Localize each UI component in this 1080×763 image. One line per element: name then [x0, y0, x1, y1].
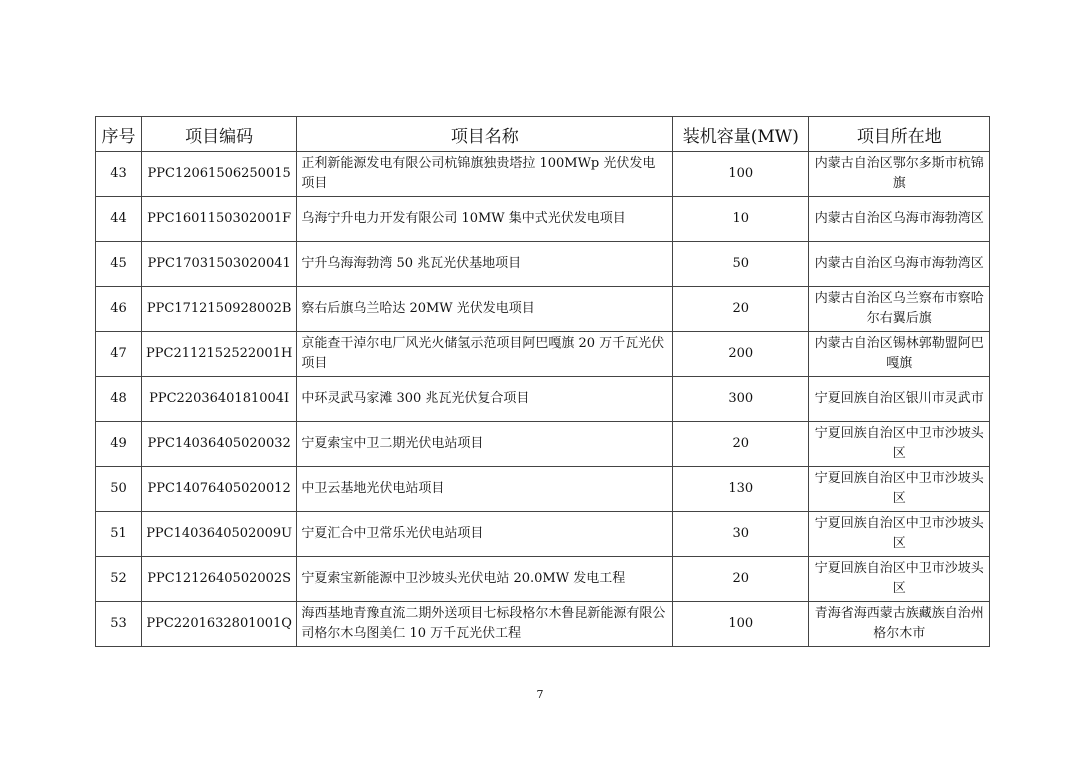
cell-project-code: PPC12061506250015	[142, 152, 297, 197]
header-capacity: 装机容量(MW)	[673, 117, 809, 152]
table-row	[96, 377, 990, 422]
cell-capacity: 20	[673, 422, 809, 467]
cell-index: 52	[96, 557, 142, 602]
project-table-container	[95, 116, 990, 647]
cell-project-code: PPC2112152522001H	[142, 332, 297, 377]
cell-capacity: 130	[673, 467, 809, 512]
cell-index: 48	[96, 377, 142, 422]
cell-capacity: 10	[673, 197, 809, 242]
cell-project-name: 正利新能源发电有限公司杭锦旗独贵塔拉 100MWp 光伏发电项目	[297, 152, 673, 197]
table-row	[96, 557, 990, 602]
cell-location: 内蒙古自治区鄂尔多斯市杭锦旗	[809, 152, 990, 197]
cell-capacity: 20	[673, 557, 809, 602]
cell-project-name: 宁夏汇合中卫常乐光伏电站项目	[297, 512, 673, 557]
cell-location: 内蒙古自治区锡林郭勒盟阿巴嘎旗	[809, 332, 990, 377]
cell-capacity: 50	[673, 242, 809, 287]
cell-capacity: 100	[673, 152, 809, 197]
header-project-name: 项目名称	[297, 117, 673, 152]
cell-index: 53	[96, 602, 142, 647]
cell-project-code: PPC1403640502009U	[142, 512, 297, 557]
cell-project-code: PPC1601150302001F	[142, 197, 297, 242]
cell-project-name: 中环灵武马家滩 300 兆瓦光伏复合项目	[297, 377, 673, 422]
cell-capacity: 100	[673, 602, 809, 647]
table-row	[96, 332, 990, 377]
cell-project-name: 察右后旗乌兰哈达 20MW 光伏发电项目	[297, 287, 673, 332]
table-row	[96, 467, 990, 512]
cell-project-code: PPC17031503020041	[142, 242, 297, 287]
cell-location: 宁夏回族自治区中卫市沙坡头区	[809, 512, 990, 557]
cell-capacity: 200	[673, 332, 809, 377]
cell-capacity: 30	[673, 512, 809, 557]
cell-project-name: 中卫云基地光伏电站项目	[297, 467, 673, 512]
cell-index: 44	[96, 197, 142, 242]
cell-index: 45	[96, 242, 142, 287]
cell-location: 宁夏回族自治区银川市灵武市	[809, 377, 990, 422]
cell-capacity: 300	[673, 377, 809, 422]
project-table	[95, 116, 990, 647]
cell-location: 内蒙古自治区乌海市海勃湾区	[809, 197, 990, 242]
header-project-code: 项目编码	[142, 117, 297, 152]
cell-project-name: 海西基地青豫直流二期外送项目七标段格尔木鲁昆新能源有限公司格尔木乌图美仁 10 万千瓦光伏工程	[297, 602, 673, 647]
cell-index: 49	[96, 422, 142, 467]
cell-location: 青海省海西蒙古族藏族自治州格尔木市	[809, 602, 990, 647]
cell-capacity: 20	[673, 287, 809, 332]
cell-project-name: 宁升乌海海勃湾 50 兆瓦光伏基地项目	[297, 242, 673, 287]
cell-location: 宁夏回族自治区中卫市沙坡头区	[809, 557, 990, 602]
cell-location: 宁夏回族自治区中卫市沙坡头区	[809, 422, 990, 467]
cell-index: 50	[96, 467, 142, 512]
header-index: 序号	[96, 117, 142, 152]
header-location: 项目所在地	[809, 117, 990, 152]
table-row	[96, 152, 990, 197]
cell-project-code: PPC14036405020032	[142, 422, 297, 467]
cell-location: 内蒙古自治区乌兰察布市察哈尔右翼后旗	[809, 287, 990, 332]
cell-project-name: 宁夏索宝新能源中卫沙坡头光伏电站 20.0MW 发电工程	[297, 557, 673, 602]
cell-index: 51	[96, 512, 142, 557]
table-row	[96, 422, 990, 467]
cell-project-code: PPC1712150928002B	[142, 287, 297, 332]
cell-index: 43	[96, 152, 142, 197]
page-number: 7	[536, 688, 544, 701]
cell-project-name: 宁夏索宝中卫二期光伏电站项目	[297, 422, 673, 467]
cell-project-code: PPC1212640502002S	[142, 557, 297, 602]
table-header-row	[96, 117, 990, 152]
cell-project-name: 京能查干淖尔电厂风光火储氢示范项目阿巴嘎旗 20 万千瓦光伏项目	[297, 332, 673, 377]
cell-project-code: PPC2203640181004I	[142, 377, 297, 422]
cell-project-name: 乌海宁升电力开发有限公司 10MW 集中式光伏发电项目	[297, 197, 673, 242]
cell-location: 内蒙古自治区乌海市海勃湾区	[809, 242, 990, 287]
table-row	[96, 512, 990, 557]
cell-location: 宁夏回族自治区中卫市沙坡头区	[809, 467, 990, 512]
cell-project-code: PPC2201632801001Q	[142, 602, 297, 647]
cell-index: 47	[96, 332, 142, 377]
table-row	[96, 602, 990, 647]
table-row	[96, 287, 990, 332]
table-row	[96, 242, 990, 287]
cell-index: 46	[96, 287, 142, 332]
table-row	[96, 197, 990, 242]
cell-project-code: PPC14076405020012	[142, 467, 297, 512]
